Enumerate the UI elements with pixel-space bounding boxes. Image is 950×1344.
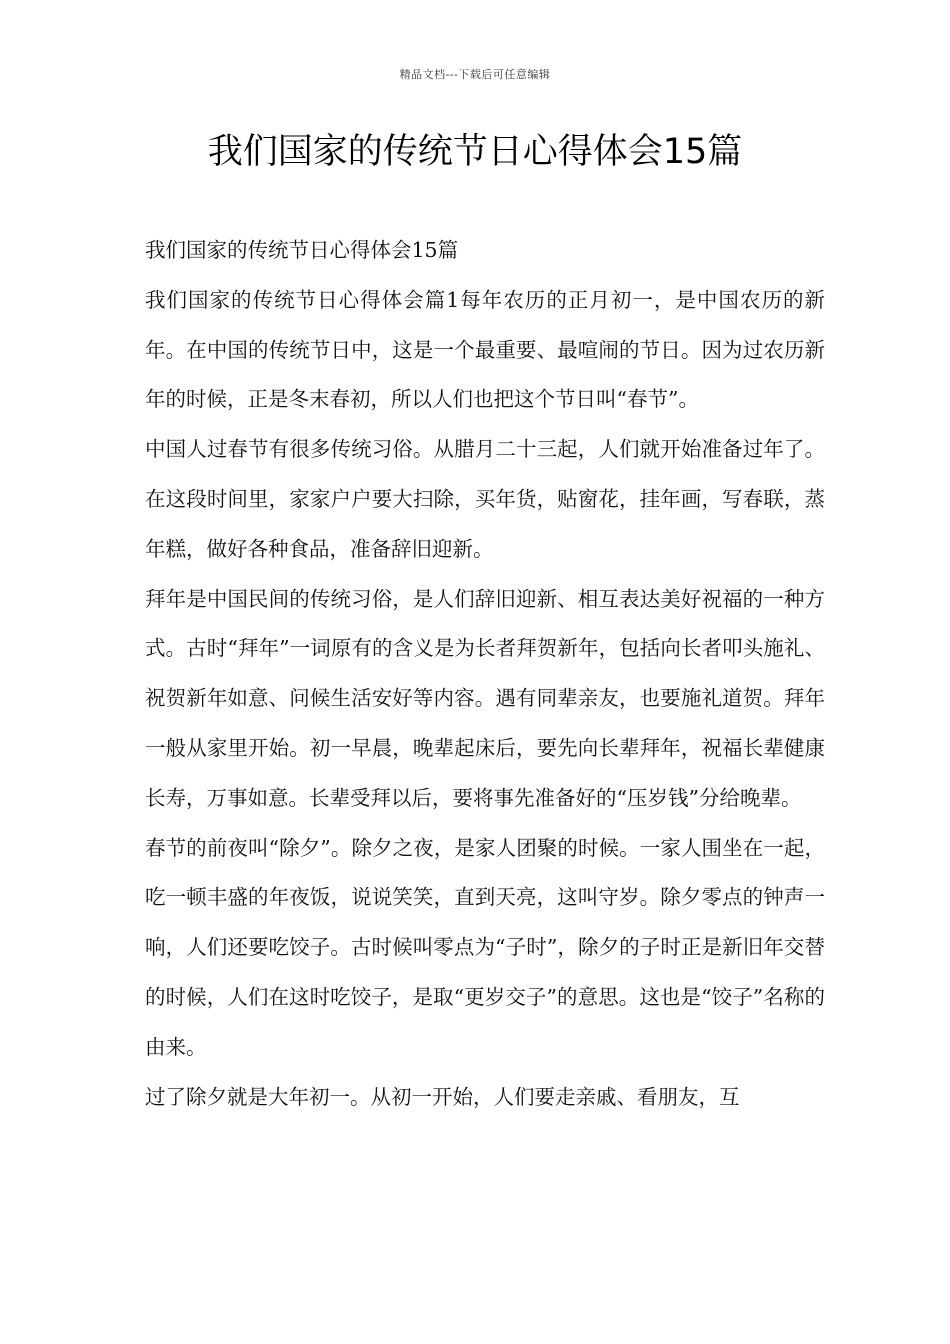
paragraph-subtitle: 我们国家的传统节日心得体会15篇 <box>145 238 459 262</box>
document-body <box>145 226 825 1122</box>
paragraph: 我们国家的传统节日心得体会篇1每年农历的正月初一，是中国农历的新年。在中国的传统节日中，这是一个最重要、最喧闹的节日。因为过农历新年的时候，正是冬末春初，所以人们也把这个节日叫“春节”。 <box>145 287 825 412</box>
paragraph: 春节的前夜叫“除夕”。除夕之夜，是家人团聚的时候。一家人围坐在一起，吃一顿丰盛的年夜饭，说说笑笑，直到天亮，这叫守岁。除夕零点的钟声一响，人们还要吃饺子。古时候叫零点为“子时”，除夕的子时正是新旧年交替的时候，人们在这时吃饺子，是取“更岁交子”的意思。这也是“饺子”名称的由来。 <box>145 835 825 1059</box>
header-note: 精品文档---下载后可任意编辑 <box>399 68 551 81</box>
document-title: 我们国家的传统节日心得体会15篇 <box>207 132 743 172</box>
paragraph: 过了除夕就是大年初一。从初一开始，人们要走亲戚、看朋友，互 <box>145 1084 740 1109</box>
paragraph: 拜年是中国民间的传统习俗，是人们辞旧迎新、相互表达美好祝福的一种方式。古时“拜年”一词原有的含义是为长者拜贺新年，包括向长者叩头施礼、祝贺新年如意、问候生活安好等内容。遇有同辈亲友，也要施礼道贺。拜年一般从家里开始。初一早晨，晚辈起床后，要先向长辈拜年，祝福长辈健康长寿，万事如意。长辈受拜以后，要将事先准备好的“压岁钱”分给晚辈。 <box>145 586 825 810</box>
paragraph: 中国人过春节有很多传统习俗。从腊月二十三起，人们就开始准备过年了。在这段时间里，家家户户要大扫除，买年货，贴窗花，挂年画，写春联，蒸年糕，做好各种食品，准备辞旧迎新。 <box>145 437 825 561</box>
